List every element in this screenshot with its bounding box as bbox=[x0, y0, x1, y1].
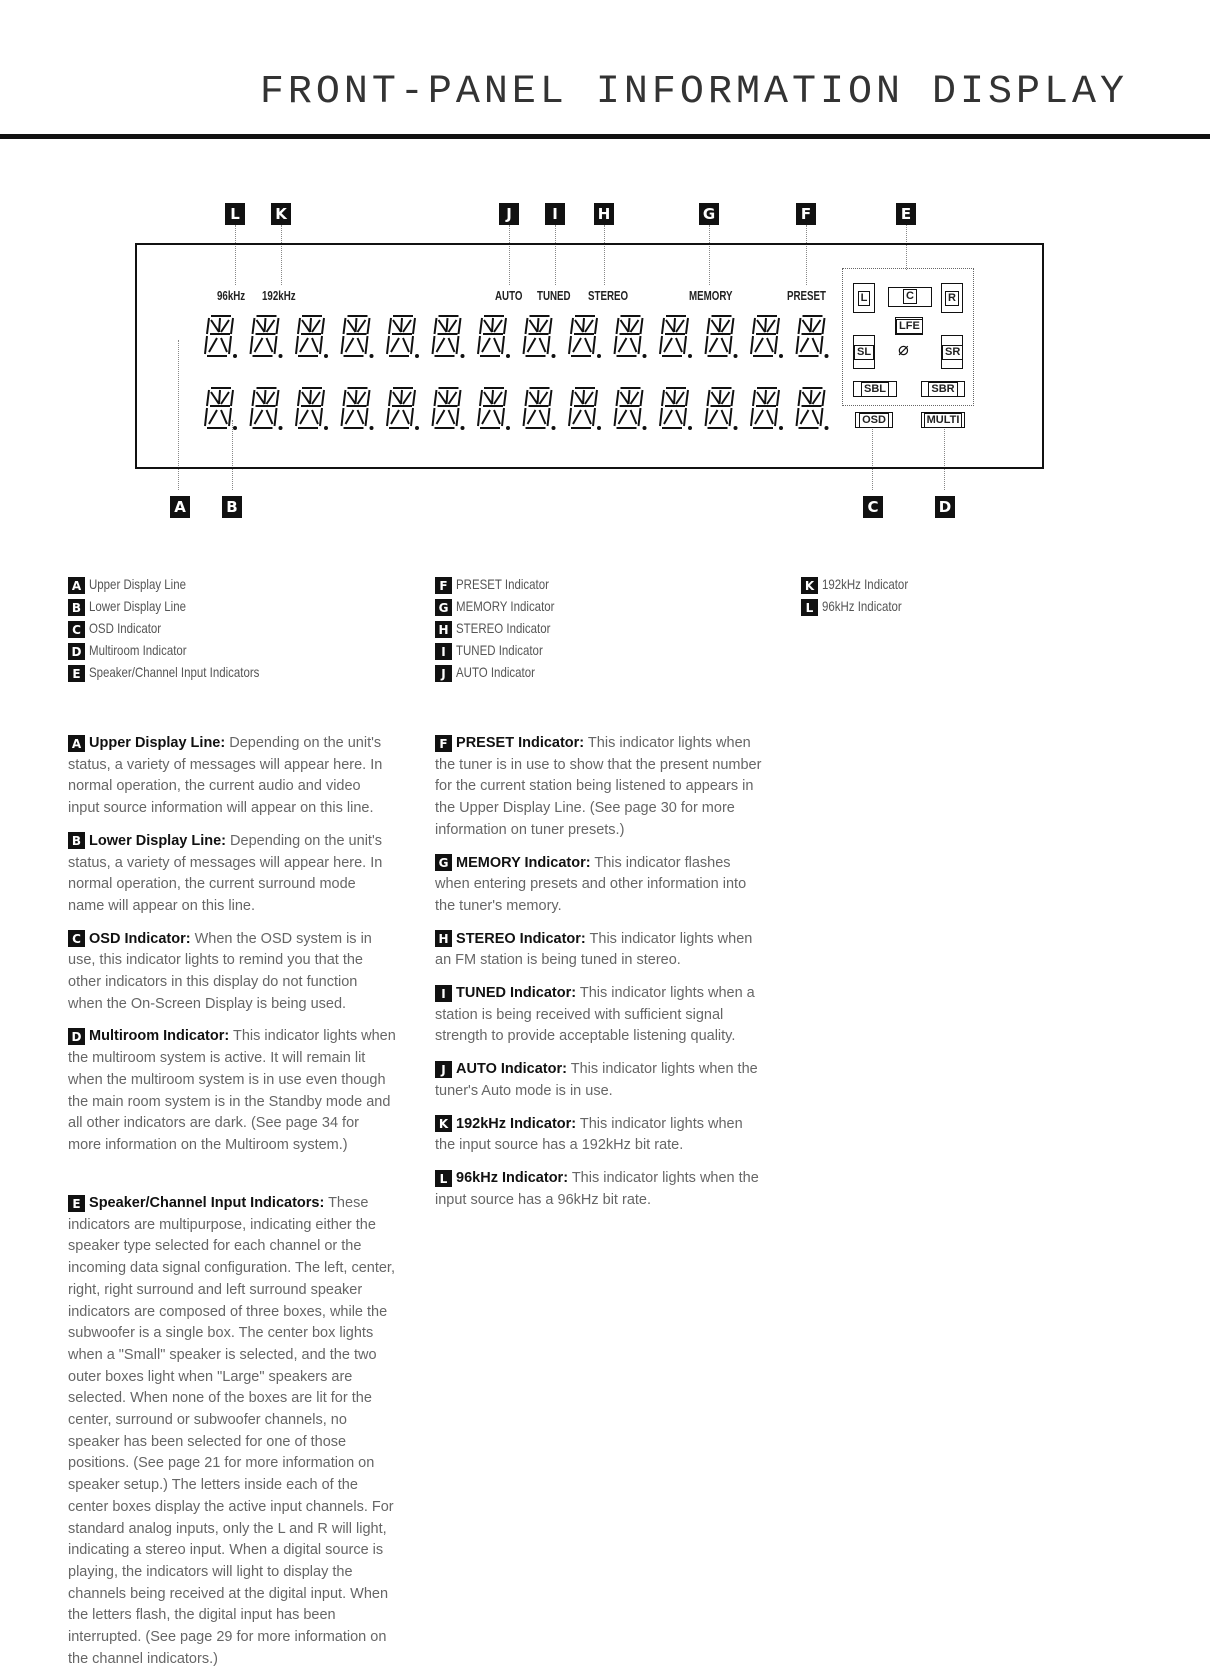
segment-digit bbox=[615, 316, 647, 358]
desc-badge: G bbox=[435, 854, 452, 871]
desc-badge: H bbox=[435, 930, 452, 947]
indicator-preset: PRESET bbox=[787, 288, 827, 303]
description-column-1 bbox=[68, 733, 396, 1168]
desc-stereo-indicator bbox=[435, 929, 765, 972]
desc-96khz-indicator bbox=[435, 1168, 765, 1211]
legend-column-3 bbox=[801, 573, 927, 617]
desc-body: This indicator lights when the tuner is in use to show that the present number for the current station being listened to appears in the Upper Display Line. (See page 30 for more information on tuner presets.) bbox=[435, 735, 762, 838]
speaker-r-label: R bbox=[945, 291, 959, 306]
speaker-sl bbox=[853, 335, 875, 369]
legend-text: 96kHz Indicator bbox=[822, 598, 902, 614]
legend-column-2 bbox=[435, 573, 576, 683]
speaker-sbl bbox=[853, 381, 897, 397]
desc-speaker-indicators bbox=[68, 1193, 396, 1670]
legend-text: TUNED Indicator bbox=[456, 642, 543, 658]
callout-g: G bbox=[699, 203, 719, 225]
multi-label: MULTI bbox=[924, 413, 963, 428]
segment-digit bbox=[205, 316, 237, 358]
legend-badge: D bbox=[68, 643, 85, 660]
legend-badge: G bbox=[435, 599, 452, 616]
legend-text: PRESET Indicator bbox=[456, 576, 549, 592]
desc-heading: MEMORY Indicator: bbox=[456, 854, 591, 871]
desc-heading: Lower Display Line: bbox=[89, 832, 227, 849]
desc-heading: STEREO Indicator: bbox=[456, 930, 586, 947]
callout-j: J bbox=[499, 203, 519, 225]
desc-memory-indicator bbox=[435, 853, 765, 918]
segment-digit bbox=[433, 316, 465, 358]
segment-digit bbox=[706, 388, 738, 430]
speaker-sr bbox=[941, 335, 963, 369]
upper-display-line bbox=[205, 312, 845, 360]
description-column-2 bbox=[435, 733, 765, 1222]
indicator-96khz: 96kHz bbox=[217, 288, 246, 303]
desc-body: These indicators are multipurpose, indicating either the speaker type selected for each channel or the incoming data signal configuration. The left, center, right, right surround and left surround speaker indicators are composed of three boxes, while the subwoofer is a single box. The center box lights when a "Small" speaker is selected, and the two outer boxes light when "Large" speakers are selected. When none of the boxes are lit for the center, surround or subwoofer channels, no speaker has been selected for one of those positions. (See page 21 for more information on speaker setup.) The letters inside each of the center boxes display the active input channels. For standard analog inputs, only the L and R will light, indicating a stereo input. When a digital source is playing, the indicators will light to display the channels being received at the digital input. When the letters flash, the digital input has been interrupted. (See page 29 for more information on the channel indicators.) bbox=[68, 1195, 395, 1667]
desc-badge: A bbox=[68, 735, 85, 752]
indicator-osd bbox=[855, 412, 893, 428]
segment-digit bbox=[387, 388, 419, 430]
desc-heading: TUNED Indicator: bbox=[456, 985, 577, 1002]
speaker-sbr-label: SBR bbox=[928, 382, 957, 397]
desc-body: This indicator flashes when entering presets and other information into the tuner's memory. bbox=[435, 854, 747, 914]
segment-digit bbox=[251, 316, 283, 358]
callout-c: C bbox=[863, 496, 883, 518]
legend-column-1 bbox=[68, 573, 297, 683]
legend-text: Lower Display Line bbox=[89, 598, 187, 614]
desc-heading: Multiroom Indicator: bbox=[89, 1028, 230, 1045]
osd-label: OSD bbox=[859, 413, 889, 428]
segment-digit bbox=[524, 388, 556, 430]
legend-item bbox=[68, 595, 297, 617]
desc-auto-indicator bbox=[435, 1059, 765, 1102]
desc-body: Depending on the unit's status, a variety of messages will appear here. In normal operation, the current audio and video input source information will appear on this line. bbox=[68, 735, 383, 817]
callout-k: K bbox=[271, 203, 291, 225]
legend-text: MEMORY Indicator bbox=[456, 598, 555, 614]
indicator-tuned: TUNED bbox=[537, 288, 571, 303]
legend-badge: J bbox=[435, 665, 452, 682]
desc-tuned-indicator bbox=[435, 983, 765, 1048]
segment-digit bbox=[342, 388, 374, 430]
legend-badge: B bbox=[68, 599, 85, 616]
desc-multiroom-indicator bbox=[68, 1026, 396, 1156]
desc-badge: D bbox=[68, 1028, 85, 1045]
desc-badge: C bbox=[68, 930, 85, 947]
desc-heading: 192kHz Indicator: bbox=[456, 1115, 577, 1132]
legend-badge: L bbox=[801, 599, 818, 616]
legend-item bbox=[801, 595, 927, 617]
desc-body: This indicator lights when the input source has a 192kHz bit rate. bbox=[435, 1115, 743, 1154]
segment-digit bbox=[478, 316, 510, 358]
legend-badge: C bbox=[68, 621, 85, 638]
speaker-r bbox=[941, 283, 963, 313]
desc-badge: B bbox=[68, 832, 85, 849]
segment-digit bbox=[251, 388, 283, 430]
legend-item bbox=[68, 661, 297, 683]
speaker-c bbox=[888, 287, 932, 307]
indicator-192khz: 192kHz bbox=[262, 288, 296, 303]
desc-body: Depending on the unit's status, a variety of messages will appear here. In normal operation, the current surround mode name will appear on this line. bbox=[68, 832, 383, 914]
desc-heading: PRESET Indicator: bbox=[456, 735, 585, 751]
segment-digit bbox=[205, 388, 237, 430]
legend-text: 192kHz Indicator bbox=[822, 576, 909, 592]
legend-item bbox=[68, 617, 297, 639]
speaker-c-label: C bbox=[903, 289, 917, 304]
callout-b: B bbox=[222, 496, 242, 518]
segment-digit bbox=[478, 388, 510, 430]
speaker-sl-label: SL bbox=[854, 345, 874, 360]
segment-digit bbox=[433, 388, 465, 430]
segment-digit bbox=[342, 316, 374, 358]
segment-digit bbox=[615, 388, 647, 430]
desc-heading: AUTO Indicator: bbox=[456, 1061, 567, 1078]
segment-digit bbox=[797, 388, 829, 430]
indicator-auto: AUTO bbox=[495, 288, 523, 303]
legend-badge: K bbox=[801, 577, 818, 594]
callout-a: A bbox=[170, 496, 190, 518]
segment-digit bbox=[797, 316, 829, 358]
desc-body: This indicator lights when the multiroom system is active. It will remain lit when the multiroom system is in use even though the main room system is in the Standby mode and all other indicators are dark. (See page 34 for more information on the Multiroom system.) bbox=[68, 1028, 396, 1153]
desc-body: This indicator lights when an FM station is being tuned in stereo. bbox=[435, 930, 753, 969]
desc-body: This indicator lights when the tuner's Auto mode is in use. bbox=[435, 1061, 758, 1099]
description-column-1b bbox=[68, 1193, 396, 1667]
page-title: FRONT-PANEL INFORMATION DISPLAY bbox=[259, 70, 1128, 115]
segment-digit bbox=[569, 388, 601, 430]
speaker-sr-label: SR bbox=[942, 345, 963, 360]
legend-item bbox=[68, 639, 297, 661]
desc-osd-indicator bbox=[68, 929, 396, 1016]
desc-preset-indicator bbox=[435, 733, 765, 842]
callout-l: L bbox=[225, 203, 245, 225]
desc-heading: 96kHz Indicator: bbox=[456, 1169, 569, 1186]
legend-badge: F bbox=[435, 577, 452, 594]
legend-badge: A bbox=[68, 577, 85, 594]
desc-badge: K bbox=[435, 1115, 452, 1132]
legend-badge: E bbox=[68, 665, 85, 682]
segment-digit bbox=[569, 316, 601, 358]
callout-i: I bbox=[545, 203, 565, 225]
desc-body: This indicator lights when the input source has a 96kHz bit rate. bbox=[435, 1169, 759, 1208]
segment-digit bbox=[296, 388, 328, 430]
lower-display-line bbox=[205, 384, 845, 432]
desc-badge: E bbox=[68, 1195, 85, 1212]
desc-badge: F bbox=[435, 735, 452, 752]
legend-item bbox=[435, 639, 576, 661]
desc-badge: J bbox=[435, 1061, 452, 1078]
legend-item bbox=[435, 595, 576, 617]
segment-digit bbox=[524, 316, 556, 358]
legend-item bbox=[435, 573, 576, 595]
speaker-l bbox=[853, 283, 875, 313]
segment-digit bbox=[751, 316, 783, 358]
desc-badge: I bbox=[435, 985, 452, 1002]
speaker-sbr bbox=[921, 381, 965, 397]
callout-e: E bbox=[896, 203, 916, 225]
indicator-stereo: STEREO bbox=[588, 288, 629, 303]
desc-heading: OSD Indicator: bbox=[89, 930, 191, 947]
legend-badge: H bbox=[435, 621, 452, 638]
legend-text: Multiroom Indicator bbox=[89, 642, 187, 658]
desc-lower-display-line bbox=[68, 831, 396, 918]
callout-d: D bbox=[935, 496, 955, 518]
legend-text: OSD Indicator bbox=[89, 620, 162, 636]
speaker-sbl-label: SBL bbox=[861, 382, 889, 397]
legend-badge: I bbox=[435, 643, 452, 660]
legend-item bbox=[435, 617, 576, 639]
title-rule bbox=[0, 134, 1210, 139]
desc-heading: Speaker/Channel Input Indicators: bbox=[89, 1195, 325, 1211]
legend-item bbox=[68, 573, 297, 595]
segment-digit bbox=[706, 316, 738, 358]
legend-item bbox=[435, 661, 576, 683]
segment-digit bbox=[660, 388, 692, 430]
segment-digit bbox=[660, 316, 692, 358]
desc-upper-display-line bbox=[68, 733, 396, 820]
indicator-memory: MEMORY bbox=[689, 288, 733, 303]
desc-192khz-indicator bbox=[435, 1114, 765, 1157]
indicator-multi bbox=[921, 412, 965, 428]
desc-body: This indicator lights when a station is being received with sufficient signal strength to provide acceptable listening quality. bbox=[435, 985, 755, 1045]
segment-digit bbox=[387, 316, 419, 358]
segment-digit bbox=[296, 316, 328, 358]
speaker-lfe-label: LFE bbox=[896, 319, 923, 334]
segment-digit bbox=[751, 388, 783, 430]
callout-h: H bbox=[594, 203, 614, 225]
legend-text: Speaker/Channel Input Indicators bbox=[89, 664, 260, 680]
legend-text: Upper Display Line bbox=[89, 576, 187, 592]
speaker-l-label: L bbox=[858, 291, 871, 306]
listener-icon: ⌀ bbox=[898, 339, 909, 359]
desc-heading: Upper Display Line: bbox=[89, 735, 226, 751]
legend-item bbox=[801, 573, 927, 595]
callout-f: F bbox=[796, 203, 816, 225]
desc-body: When the OSD system is in use, this indicator lights to remind you that the other indicators in this display do not function when the On-Screen Display is being used. bbox=[68, 930, 372, 1012]
desc-badge: L bbox=[435, 1170, 452, 1187]
legend-text: AUTO Indicator bbox=[456, 664, 535, 680]
legend-text: STEREO Indicator bbox=[456, 620, 551, 636]
speaker-lfe bbox=[895, 317, 923, 335]
